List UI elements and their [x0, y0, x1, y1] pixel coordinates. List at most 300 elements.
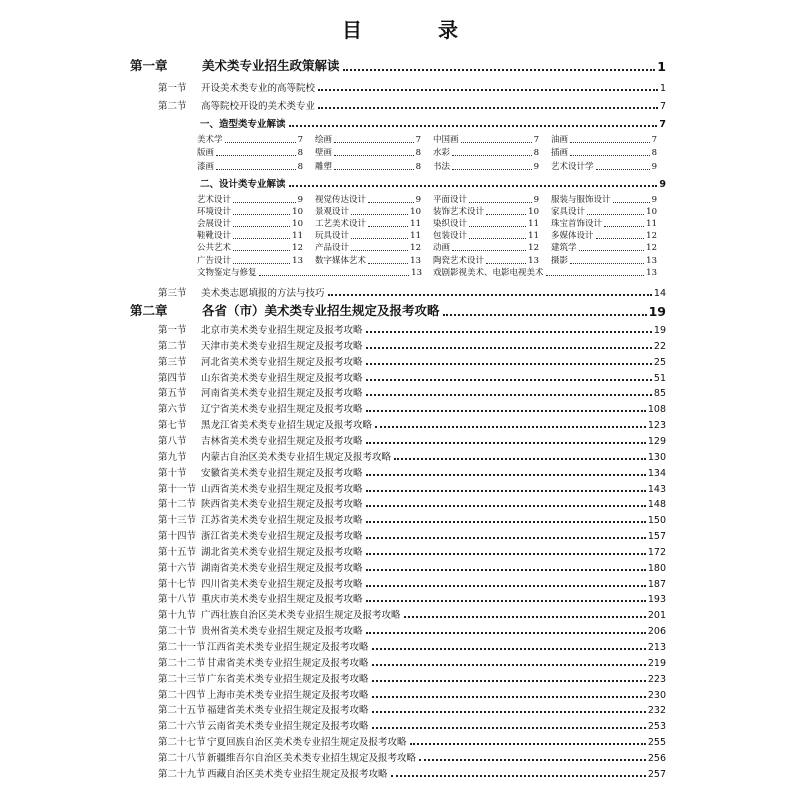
page-number: 12 [646, 243, 657, 254]
section-label: 第十七节 [158, 578, 197, 590]
grid-item[interactable] [197, 229, 303, 241]
dot-leader [368, 225, 408, 227]
dot-leader [366, 569, 646, 571]
page-number: 7 [659, 119, 666, 130]
grid-item[interactable] [197, 217, 303, 229]
section-label: 第二十八节 [158, 752, 206, 764]
dot-leader [469, 225, 526, 227]
section-label: 第十一节 [158, 483, 197, 495]
item-name: 摄影 [551, 255, 569, 266]
section-label: 第十九节 [158, 610, 197, 622]
toc-entry-ch2-sec6[interactable] [158, 400, 666, 415]
page-number: 25 [653, 356, 666, 368]
section-title: 湖南省美术类专业招生规定及报考攻略 [201, 562, 363, 574]
page-number: 11 [528, 231, 539, 242]
item-name: 广告设计 [197, 255, 232, 266]
item-name: 版画 [197, 148, 215, 159]
section-title: 山西省美术类专业招生规定及报考攻略 [201, 483, 363, 495]
subheading-title: 二、设计类专业解读 [200, 179, 286, 190]
page-number: 180 [647, 562, 666, 574]
dot-leader [372, 680, 646, 682]
page-number: 10 [528, 206, 539, 217]
section-label: 第二节 [158, 340, 187, 352]
dot-leader [372, 696, 646, 698]
dot-leader [366, 442, 646, 444]
grid-item[interactable] [197, 160, 303, 172]
grid-item[interactable] [197, 133, 303, 145]
toc-entry-ch2-sec4[interactable] [158, 369, 666, 384]
page-number: 8 [651, 148, 657, 159]
page-number: 157 [647, 531, 666, 543]
item-name: 装饰艺术设计 [433, 206, 485, 217]
chapter-1-entry[interactable] [130, 56, 666, 74]
item-name: 文物鉴定与修复 [197, 268, 257, 278]
item-name: 艺术设计学 [551, 161, 594, 172]
section-label: 第六节 [158, 404, 187, 416]
page-number: 22 [653, 340, 666, 352]
grid-item[interactable] [433, 205, 539, 217]
page-number: 9 [651, 194, 657, 205]
grid-item[interactable] [551, 205, 657, 217]
page-number: 206 [647, 626, 666, 638]
page-number: 253 [647, 721, 666, 733]
section-title: 湖北省美术类专业招生规定及报考攻略 [201, 546, 363, 558]
page-number: 187 [647, 578, 666, 590]
grid-item[interactable] [551, 217, 657, 229]
item-name: 水彩 [433, 148, 451, 159]
item-name: 建筑学 [551, 243, 577, 254]
section-title: 上海市美术类专业招生规定及报考攻略 [207, 689, 369, 701]
dot-leader [372, 711, 646, 713]
item-name: 插画 [551, 148, 569, 159]
grid-item[interactable] [197, 193, 303, 205]
page-number: 8 [297, 161, 303, 172]
page-number: 11 [528, 218, 539, 229]
section-label: 第三节 [158, 356, 187, 368]
toc-entry-ch2-sec17[interactable] [158, 575, 666, 590]
section-title: 吉林省美术类专业招生规定及报考攻略 [201, 435, 363, 447]
grid-item[interactable] [433, 254, 539, 266]
dot-leader [233, 249, 290, 251]
section-title: 广东省美术类专业招生规定及报考攻略 [207, 673, 369, 685]
dot-leader [216, 154, 296, 156]
toc-entry-ch2-sec14[interactable] [158, 527, 666, 542]
dot-leader [366, 410, 646, 412]
toc-entry-ch2-sec2[interactable] [158, 337, 666, 352]
wide-item[interactable] [197, 266, 422, 278]
section-label: 第二十九节 [158, 768, 206, 780]
dot-leader [366, 331, 652, 333]
item-name: 多媒体设计 [551, 231, 594, 242]
page-number: 13 [411, 268, 422, 278]
section-label: 第二十七节 [158, 737, 206, 749]
chapter-title: 各省（市）美术类专业招生规定及报考攻略 [202, 303, 440, 318]
dot-leader [351, 249, 408, 251]
page-number: 1 [657, 59, 666, 74]
dot-leader [368, 262, 408, 264]
dot-leader [546, 274, 645, 276]
grid-item[interactable] [551, 229, 657, 241]
dot-leader [366, 537, 646, 539]
section-title: 陕西省美术类专业招生规定及报考攻略 [201, 499, 363, 511]
section-title: 重庆市美术类专业招生规定及报考攻略 [201, 594, 363, 606]
dot-leader [366, 600, 646, 602]
page-number: 219 [647, 657, 666, 669]
dot-leader [587, 213, 644, 215]
page-number: 256 [647, 752, 666, 764]
toc-entry-ch2-sec27[interactable] [158, 733, 666, 748]
section-label: 第二十三节 [158, 673, 206, 685]
toc-entry-ch2-sec23[interactable] [158, 670, 666, 685]
section-label: 第七节 [158, 420, 187, 432]
page-number: 123 [647, 420, 666, 432]
dot-leader [486, 213, 526, 215]
page-number: 9 [533, 161, 539, 172]
dot-leader [366, 474, 646, 476]
section-title: 山东省美术类专业招生规定及报考攻略 [201, 372, 363, 384]
dot-leader [259, 274, 410, 276]
toc-entry-ch2-sec9[interactable] [158, 448, 666, 463]
dot-leader [351, 213, 408, 215]
section-label: 第一节 [158, 83, 187, 94]
page-number: 12 [646, 231, 657, 242]
item-name: 油画 [551, 135, 569, 145]
section-title: 河北省美术类专业招生规定及报考攻略 [201, 356, 363, 368]
section-title: 高等院校开设的美术类专业 [201, 101, 316, 112]
page-number: 9 [651, 161, 657, 172]
section-label: 第二十五节 [158, 705, 206, 717]
toc-entry-ch2-sec16[interactable] [158, 559, 666, 574]
dot-leader [366, 379, 652, 381]
item-name: 公共艺术 [197, 243, 232, 254]
grid-item[interactable] [315, 229, 421, 241]
grid-item[interactable] [551, 133, 657, 145]
page-number: 134 [647, 467, 666, 479]
section-label: 第二十节 [158, 626, 197, 638]
page-number: 9 [297, 194, 303, 205]
section-title: 福建省美术类专业招生规定及报考攻略 [207, 705, 369, 717]
page-number: 10 [292, 206, 303, 217]
dot-leader [233, 201, 296, 203]
toc-entry-ch2-sec21[interactable] [158, 638, 666, 653]
page-number: 10 [646, 206, 657, 217]
page-number: 51 [653, 372, 666, 384]
toc-title: 目 录 [342, 18, 486, 42]
subheading-sculpture-types[interactable] [200, 115, 666, 130]
page-number: 213 [647, 642, 666, 653]
page-number: 255 [647, 737, 666, 749]
item-name: 雕塑 [315, 161, 333, 172]
section-label: 第三节 [158, 288, 187, 299]
item-name: 陶瓷艺术设计 [433, 255, 485, 266]
dot-leader [366, 553, 646, 555]
grid-item[interactable] [315, 146, 421, 158]
section-label: 第二十四节 [158, 689, 206, 701]
item-name: 鞋靴设计 [197, 231, 232, 242]
dot-leader [366, 505, 646, 507]
page-number: 9 [415, 194, 421, 205]
grid-item[interactable] [433, 193, 539, 205]
grid-item[interactable] [197, 254, 303, 266]
grid-item[interactable] [433, 229, 539, 241]
section-label: 第二十二节 [158, 657, 206, 669]
dot-leader [372, 664, 646, 666]
section-title: 天津市美术类专业招生规定及报考攻略 [201, 340, 363, 352]
dot-leader [452, 168, 532, 170]
item-name: 漆画 [197, 161, 215, 172]
chapter-label: 第二章 [130, 303, 168, 318]
page-number: 7 [415, 135, 421, 145]
chapter-label: 第一章 [130, 58, 168, 73]
dot-leader [570, 154, 650, 156]
item-name: 艺术设计 [197, 194, 232, 205]
page-number: 8 [297, 148, 303, 159]
toc-entry-ch2-sec8[interactable] [158, 432, 666, 447]
section-title: 云南省美术类专业招生规定及报考攻略 [207, 721, 369, 733]
grid-item[interactable] [433, 241, 539, 253]
dot-leader [366, 490, 646, 492]
dot-leader [368, 201, 414, 203]
section-title: 西藏自治区美术类专业招生规定及报考攻略 [207, 768, 388, 780]
toc-entry-ch2-sec11[interactable] [158, 480, 666, 495]
section-title: 贵州省美术类专业招生规定及报考攻略 [201, 626, 363, 638]
section-title: 北京市美术类专业招生规定及报考攻略 [201, 325, 363, 336]
section-title: 广西壮族自治区美术类专业招生规定及报考攻略 [201, 610, 401, 622]
item-name: 产品设计 [315, 243, 350, 254]
dot-leader [570, 141, 650, 143]
dot-leader [391, 775, 646, 777]
toc-entry-ch2-sec3[interactable] [158, 353, 666, 368]
page-number: 130 [647, 451, 666, 463]
grid-item[interactable] [551, 254, 657, 266]
page-number: 10 [292, 218, 303, 229]
toc-entry-ch2-sec20[interactable] [158, 622, 666, 637]
page-number: 7 [297, 135, 303, 145]
dot-leader [366, 632, 646, 634]
page-number: 257 [647, 768, 666, 780]
section-title: 美术类志愿填报的方法与技巧 [201, 288, 325, 299]
item-name: 书法 [433, 161, 451, 172]
section-title: 甘肃省美术类专业招生规定及报考攻略 [207, 657, 369, 669]
page-number: 12 [528, 243, 539, 254]
toc-entry-ch2-sec22[interactable] [158, 654, 666, 669]
grid-item[interactable] [197, 146, 303, 158]
page-number: 11 [410, 218, 421, 229]
page-number: 201 [647, 610, 666, 622]
section-label: 第二节 [158, 101, 187, 112]
dot-leader [570, 262, 644, 264]
dot-leader [289, 125, 658, 127]
dot-leader [334, 141, 414, 143]
dot-leader [579, 249, 645, 251]
item-name: 动画 [433, 243, 451, 254]
page-number: 13 [528, 255, 539, 266]
item-name: 数字媒体艺术 [315, 255, 367, 266]
grid-item[interactable] [197, 241, 303, 253]
grid-item[interactable] [315, 133, 421, 145]
grid-item[interactable] [433, 217, 539, 229]
page-number: 12 [292, 243, 303, 254]
toc-entry-ch2-sec25[interactable] [158, 701, 666, 716]
chapter-title: 美术类专业招生政策解读 [202, 58, 340, 73]
dot-leader [372, 727, 646, 729]
toc-entry-ch1-sec3[interactable] [158, 284, 666, 299]
item-name: 视觉传达设计 [315, 194, 367, 205]
dot-leader [366, 363, 652, 365]
dot-leader [233, 213, 290, 215]
toc-entry-ch2-sec12[interactable] [158, 495, 666, 510]
item-name: 服装与服饰设计 [551, 194, 611, 205]
section-title: 辽宁省美术类专业招生规定及报考攻略 [201, 404, 363, 416]
toc-entry-ch1-sec1[interactable] [158, 79, 666, 94]
dot-leader [216, 168, 296, 170]
toc-entry-ch2-sec7[interactable] [158, 416, 666, 431]
grid-item[interactable] [315, 193, 421, 205]
section-label: 第八节 [158, 435, 187, 447]
dot-leader [469, 201, 532, 203]
dot-leader [596, 168, 650, 170]
item-name: 玩具设计 [315, 231, 350, 242]
section-title: 安徽省美术类专业招生规定及报考攻略 [201, 467, 363, 479]
page-number: 14 [653, 288, 666, 299]
section-label: 第二十一节 [158, 642, 206, 653]
section-label: 第十六节 [158, 562, 197, 574]
item-name: 戏剧影视美术、电影电视美术 [433, 268, 544, 278]
grid-item[interactable] [315, 254, 421, 266]
page-number: 11 [292, 231, 303, 242]
item-name: 染织设计 [433, 218, 468, 229]
dot-leader [289, 185, 658, 187]
grid-item[interactable] [551, 160, 657, 172]
item-name: 平面设计 [433, 194, 468, 205]
page-number: 19 [648, 304, 666, 319]
page-number: 19 [653, 325, 666, 336]
section-title: 黑龙江省美术类专业招生规定及报考攻略 [201, 420, 373, 432]
section-label: 第二十六节 [158, 721, 206, 733]
grid-item[interactable] [433, 133, 539, 145]
toc-entry-ch1-sec2[interactable] [158, 97, 666, 112]
toc-entry-ch2-sec26[interactable] [158, 717, 666, 732]
grid-item[interactable] [551, 146, 657, 158]
section-label: 第九节 [158, 451, 187, 463]
section-title: 宁夏回族自治区美术类专业招生规定及报考攻略 [207, 737, 407, 749]
section-label: 第五节 [158, 388, 187, 400]
page-number: 129 [647, 435, 666, 447]
dot-leader [375, 426, 646, 428]
item-name: 家具设计 [551, 206, 586, 217]
item-name: 美术学 [197, 135, 223, 145]
section-label: 第十二节 [158, 499, 197, 511]
item-name: 中国画 [433, 135, 459, 145]
dot-leader [613, 201, 650, 203]
item-name: 景观设计 [315, 206, 350, 217]
dot-leader [351, 237, 408, 239]
dot-leader [334, 154, 414, 156]
page-number: 7 [651, 135, 657, 145]
dot-leader [443, 314, 647, 316]
section-title: 开设美术类专业的高等院校 [201, 83, 316, 94]
dot-leader [461, 141, 532, 143]
dot-leader [225, 141, 296, 143]
page-number: 13 [646, 268, 657, 278]
dot-leader [419, 759, 646, 761]
dot-leader [469, 237, 526, 239]
dot-leader [604, 225, 644, 227]
dot-leader [452, 249, 526, 251]
dot-leader [366, 347, 652, 349]
toc-entry-ch2-sec24[interactable] [158, 686, 666, 701]
page-number: 13 [646, 255, 657, 266]
item-name: 会展设计 [197, 218, 232, 229]
toc-entry-ch2-sec28[interactable] [158, 749, 666, 764]
page-number: 7 [659, 101, 666, 112]
grid-item[interactable] [551, 193, 657, 205]
toc-entry-ch2-sec15[interactable] [158, 543, 666, 558]
toc-entry-ch2-sec5[interactable] [158, 384, 666, 399]
page-number: 148 [647, 499, 666, 511]
dot-leader [233, 237, 290, 239]
wide-item[interactable] [433, 266, 657, 278]
page-number: 85 [653, 388, 666, 400]
page-number: 230 [647, 689, 666, 701]
chapter-2-entry[interactable] [130, 301, 666, 319]
page-number: 13 [292, 255, 303, 266]
section-label: 第十三节 [158, 515, 197, 527]
dot-leader [410, 743, 646, 745]
page-number: 1 [659, 83, 666, 94]
dot-leader [318, 107, 658, 109]
dot-leader [366, 521, 646, 523]
section-title: 江西省美术类专业招生规定及报考攻略 [207, 642, 369, 653]
grid-item[interactable] [315, 217, 421, 229]
grid-item[interactable] [551, 241, 657, 253]
subheading-title: 一、造型类专业解读 [200, 119, 286, 130]
section-label: 第十五节 [158, 546, 197, 558]
dot-leader [334, 168, 414, 170]
toc-entry-ch2-sec19[interactable] [158, 606, 666, 621]
grid-item[interactable] [315, 241, 421, 253]
page-number: 12 [410, 243, 421, 254]
toc-entry-ch2-sec13[interactable] [158, 511, 666, 526]
dot-leader [343, 69, 656, 71]
toc-entry-ch2-sec29[interactable] [158, 765, 666, 780]
page-number: 150 [647, 515, 666, 527]
toc-entry-ch2-sec10[interactable] [158, 464, 666, 479]
toc-entry-ch2-sec18[interactable] [158, 590, 666, 605]
subheading-design-types[interactable] [200, 175, 666, 190]
section-label: 第一节 [158, 325, 187, 336]
dot-leader [233, 225, 290, 227]
page-number: 10 [410, 206, 421, 217]
page-number: 8 [533, 148, 539, 159]
item-name: 绘画 [315, 135, 333, 145]
page-number: 9 [659, 179, 666, 190]
page-number: 172 [647, 546, 666, 558]
page-number: 143 [647, 483, 666, 495]
toc-entry-ch2-sec1[interactable] [158, 321, 666, 336]
section-title: 内蒙古自治区美术类专业招生规定及报考攻略 [201, 451, 392, 463]
grid-item[interactable] [433, 146, 539, 158]
dot-leader [394, 458, 646, 460]
page-number: 13 [410, 255, 421, 266]
grid-item[interactable] [433, 160, 539, 172]
section-label: 第四节 [158, 372, 187, 384]
item-name: 工艺美术设计 [315, 218, 367, 229]
grid-item[interactable] [315, 205, 421, 217]
grid-item[interactable] [315, 160, 421, 172]
grid-item[interactable] [197, 205, 303, 217]
page-number: 232 [647, 705, 666, 717]
